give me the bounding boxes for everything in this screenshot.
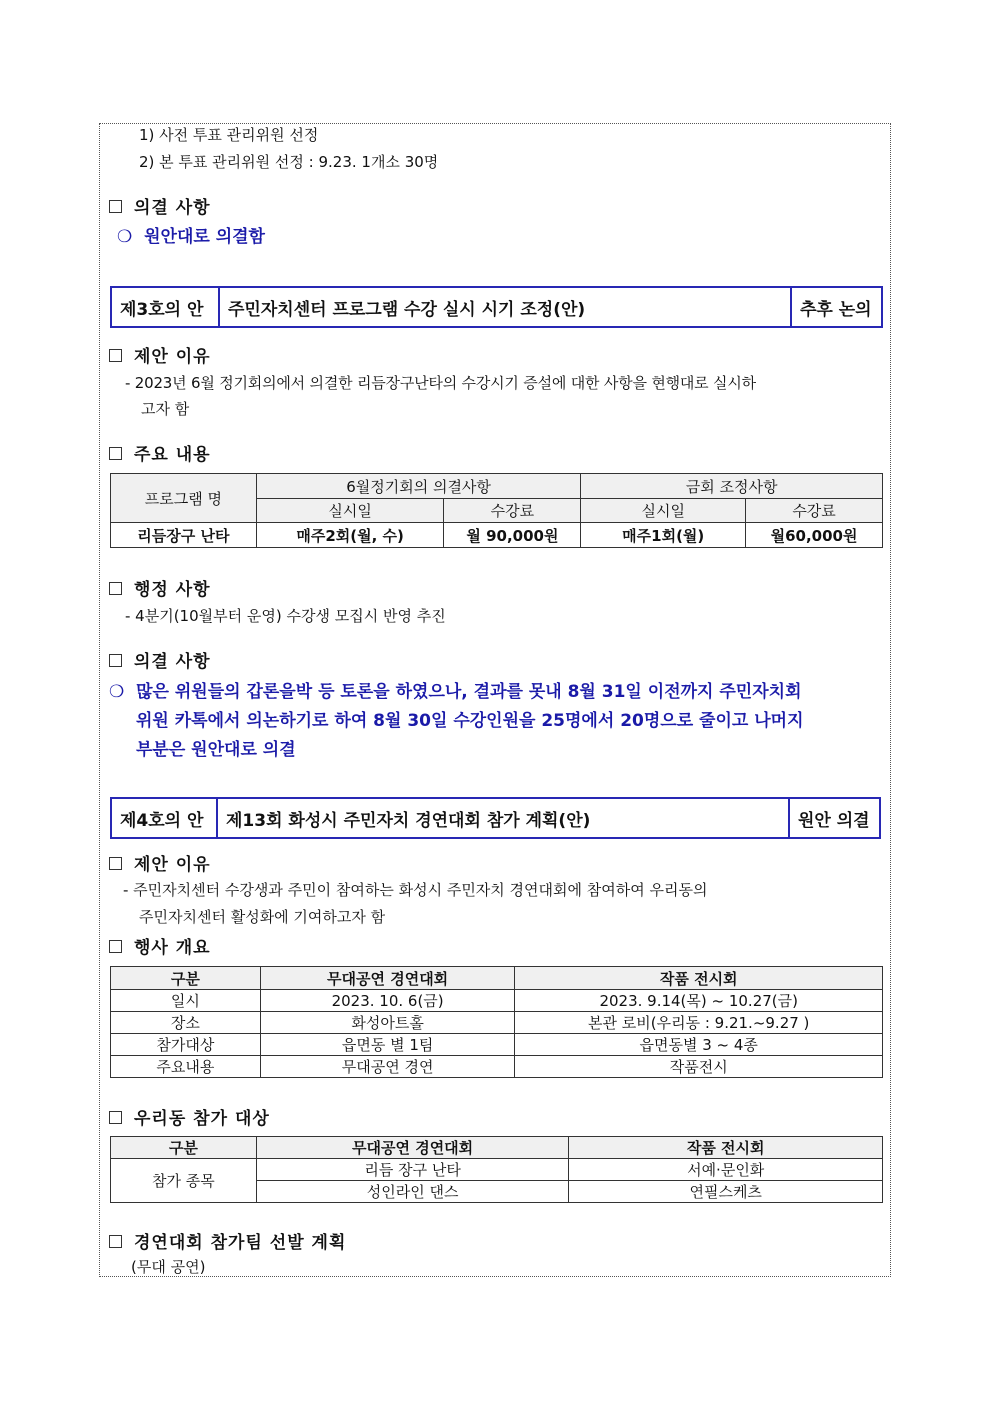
checkbox-icon: [109, 1111, 122, 1124]
cell-date-2: 매주1회(월): [581, 523, 746, 548]
event-overview-table: [110, 966, 883, 1078]
header-date-1: 실시일: [256, 499, 444, 523]
resolution-2-line-3: 부분은 원안대로 의결: [136, 740, 296, 760]
header-category: 구분: [111, 1137, 257, 1159]
section-heading-resolution: 의결 사항: [109, 193, 211, 218]
header-exhibition: 작품 전시회: [515, 967, 883, 990]
proposal-reason-line-1: - 2023년 6월 정기회의에서 의결한 리듬장구난타의 수강시기 증설에 대한 사항을 현행대로 실시하: [125, 374, 756, 392]
cell-fee-2: 월60,000원: [746, 523, 883, 548]
resolution-2-line-1: ❍ 많은 위원들의 갑론을박 등 토론을 하였으나, 결과를 못내 8월 31일 이전까지 주민자치회: [109, 682, 802, 702]
proposal-reason-2-line-1: - 주민자치센터 수강생과 주민이 참여하는 화성시 주민자치 경연대회에 참여하여 우리동의: [123, 881, 708, 899]
table-row: 일시 2023. 10. 6(금) 2023. 9.14(목) ~ 10.27(금): [111, 990, 883, 1012]
circle-bullet-icon: ❍: [117, 227, 133, 247]
cell-program: 리듬장구 난타: [111, 523, 257, 548]
section-heading-resolution-2: 의결 사항: [109, 647, 211, 672]
section-heading-main-content: 주요 내용: [109, 440, 211, 465]
circle-bullet-icon: ❍: [109, 682, 125, 702]
table-row: 참가대상 읍면동 별 1팀 읍면동별 3 ~ 4종: [111, 1034, 883, 1056]
agenda-3-status: 추후 논의: [790, 288, 881, 326]
agenda-4-status: 원안 의결: [788, 799, 879, 837]
selection-plan-sub: (무대 공연): [131, 1258, 206, 1276]
checkbox-icon: [109, 582, 122, 595]
header-stage: 무대공연 경연대회: [260, 967, 515, 990]
header-date-2: 실시일: [581, 499, 746, 523]
proposal-reason-line-2: 고자 함: [141, 400, 190, 418]
header-june-resolution: 6월정기회의 의결사항: [256, 474, 581, 499]
table-row: 성인라인 댄스 연필스케츠: [111, 1181, 883, 1203]
program-adjustment-table: [110, 473, 883, 548]
admin-line: - 4분기(10월부터 운영) 수강생 모집시 반영 추진: [125, 607, 446, 625]
resolution-2-line-2: 위원 카톡에서 의논하기로 하여 8월 30일 수강인원을 25명에서 20명으로 줄이고 나머지: [136, 711, 804, 731]
participation-table: [110, 1136, 883, 1203]
agenda-4-title: 제13회 화성시 주민자치 경연대회 참가 계획(안): [216, 799, 788, 837]
top-item-2: 2) 본 투표 관리위원 선정 : 9.23. 1개소 30명: [139, 153, 439, 171]
header-fee-2: 수강료: [746, 499, 883, 523]
cell-date-1: 매주2회(월, 수): [256, 523, 444, 548]
agenda-3-number: 제3호의 안: [120, 299, 204, 320]
cell-fee-1: 월 90,000원: [444, 523, 581, 548]
top-item-1: 1) 사전 투표 관리위원 선정: [139, 126, 319, 144]
checkbox-icon: [109, 447, 122, 460]
section-heading-proposal-reason-2: 제안 이유: [109, 850, 211, 875]
agenda-3-bar: [110, 286, 883, 328]
section-heading-admin: 행정 사항: [109, 575, 211, 600]
resolution-result: ❍ 원안대로 의결함: [117, 227, 265, 247]
header-stage: 무대공연 경연대회: [256, 1137, 569, 1159]
table-row: 주요내용 무대공연 경연 작품전시: [111, 1056, 883, 1078]
section-heading-event-overview: 행사 개요: [109, 933, 211, 958]
table-row: 장소 화성아트홀 본관 로비(우리동 : 9.21.~9.27 ): [111, 1012, 883, 1034]
agenda-3-title: 주민자치센터 프로그램 수강 실시 시기 조정(안): [218, 288, 790, 326]
section-heading-selection-plan: 경연대회 참가팀 선발 계획: [109, 1228, 346, 1253]
checkbox-icon: [109, 1235, 122, 1248]
header-fee-1: 수강료: [444, 499, 581, 523]
header-current-adjustment: 금회 조정사항: [581, 474, 883, 499]
header-exhibition: 작품 전시회: [569, 1137, 883, 1159]
header-category: 구분: [111, 967, 261, 990]
section-heading-participation: 우리동 참가 대상: [109, 1104, 270, 1129]
checkbox-icon: [109, 940, 122, 953]
checkbox-icon: [109, 857, 122, 870]
table-row: 참가 종목 리듬 장구 난타 서예·문인화: [111, 1159, 883, 1181]
checkbox-icon: [109, 349, 122, 362]
header-program-name: 프로그램 명: [111, 474, 257, 523]
proposal-reason-2-line-2: 주민자치센터 활성화에 기여하고자 함: [139, 908, 386, 926]
cell-participation-label: 참가 종목: [111, 1159, 257, 1203]
section-heading-proposal-reason: 제안 이유: [109, 342, 211, 367]
checkbox-icon: [109, 200, 122, 213]
agenda-4-number: 제4호의 안: [120, 810, 204, 831]
checkbox-icon: [109, 654, 122, 667]
agenda-4-bar: [110, 797, 881, 839]
